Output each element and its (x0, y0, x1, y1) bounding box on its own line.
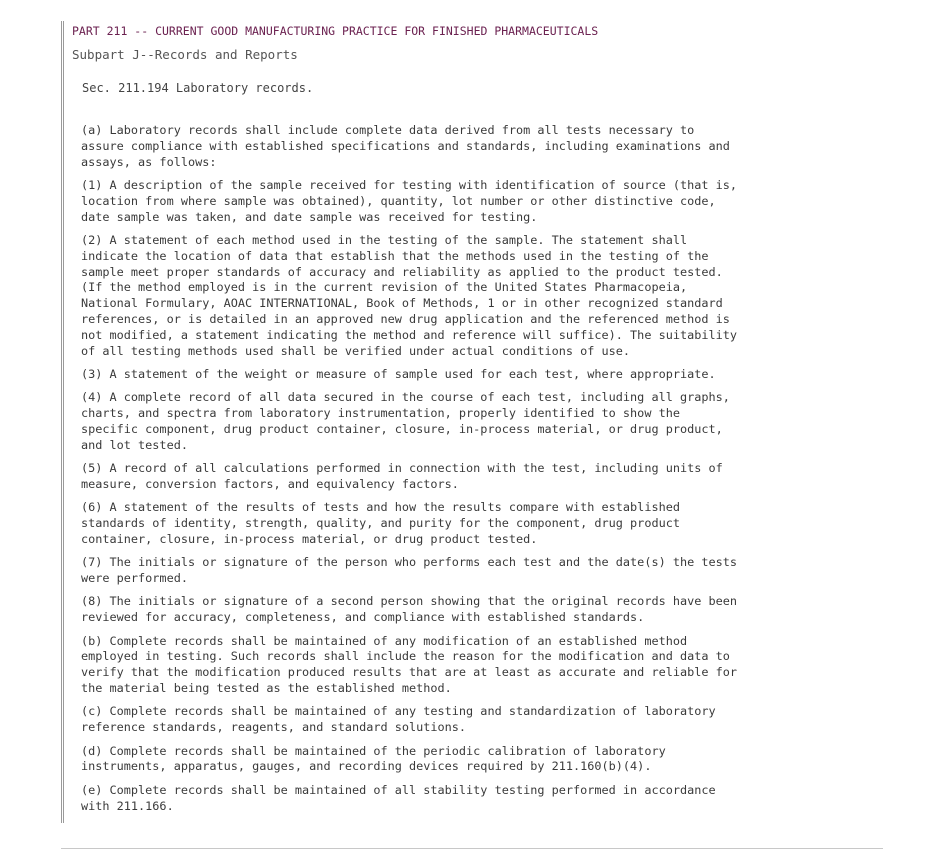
paragraph-a-8: (8) The initials or signature of a second person showing that the original records have been reviewed for accuracy, completeness, and compliance with established standards. (81, 594, 738, 625)
paragraph-a-1: (1) A description of the sample received for testing with identification of source (that is, location from where sample was obtained), quantity, lot number or other distinctive code, date sample was taken, and date sample was received for testing. (81, 177, 738, 224)
paragraph-d: (d) Complete records shall be maintained of the periodic calibration of laboratory instruments, apparatus, gauges, and recording devices required by 211.160(b)(4). (81, 743, 666, 774)
section-heading: Sec. 211.194 Laboratory records. (82, 81, 314, 95)
paragraph-a-5: (5) A record of all calculations performed in connection with the test, including units of measure, conversion factors, and equivalency factors. (81, 461, 723, 491)
paragraph-a-4: (4) A complete record of all data secured in the course of each test, including all graphs, charts, and spectra from laboratory instrumentation, properly identified to show the specific component, drug product container, closure, in-process material, or drug product, and lot tested. (81, 390, 730, 452)
paragraph-a: (a) Laboratory records shall include complete data derived from all tests necessary to assure compliance with established specifications and standards, including examinations and assays, as follows: (81, 123, 730, 169)
paragraph-a-3: (3) A statement of the weight or measure of sample used for each test, where appropriate. (81, 366, 716, 381)
paragraph-c: (c) Complete records shall be maintained of any testing and standardization of laboratory reference standards, reagents, and standard solutions. (81, 704, 716, 735)
subpart-title: Subpart J--Records and Reports (72, 47, 298, 62)
paragraph-a-2: (2) A statement of each method used in the testing of the sample. The statement shall indicate the location of data that establish that the methods used in the testing of the sample meet proper standards of accuracy and reliability as applied to the product tested. (If the method employed is in the current revision of the United States Pharmacopeia, National Formulary, AOAC INTERNATIONAL, Book of Methods, 1 or in other recognized standard references, or is detailed in an approved new drug application and the referenced method is not modified, a statement indicating the method and reference will suffice). The suitability of all testing methods used shall be verified under actual conditions of use. (81, 232, 738, 358)
paragraph-b: (b) Complete records shall be maintained of any modification of an established method employed in testing. Such records shall include the reason for the modification and data to verify that the modification produced results that are at least as accurate and reliable for the material being tested as the established method. (81, 633, 738, 696)
section-body (81, 123, 841, 822)
paragraph-e: (e) Complete records shall be maintained of all stability testing performed in accordance with 211.166. (81, 782, 716, 813)
paragraph-a-6: (6) A statement of the results of tests and how the results compare with established standards of identity, strength, quality, and purity for the component, drug product container, closure, in-process material, or drug product tested. (81, 500, 680, 546)
bottom-divider (61, 848, 883, 849)
part-title: PART 211 -- CURRENT GOOD MANUFACTURING PRACTICE FOR FINISHED PHARMACEUTICALS (72, 24, 599, 38)
paragraph-a-7: (7) The initials or signature of the person who performs each test and the date(s) the tests were performed. (81, 555, 738, 586)
